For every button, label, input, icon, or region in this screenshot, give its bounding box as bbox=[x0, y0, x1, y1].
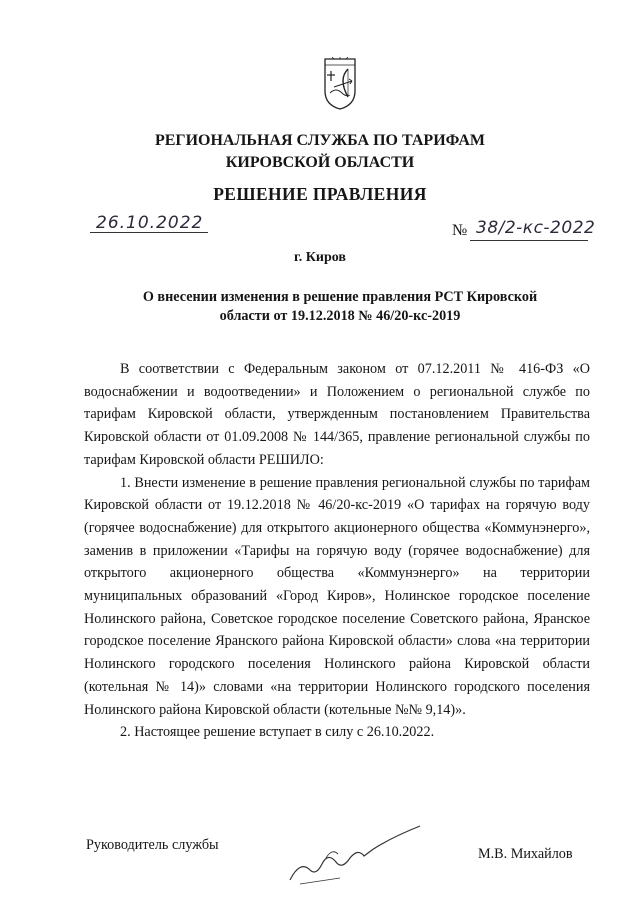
document-type: РЕШЕНИЕ ПРАВЛЕНИЯ bbox=[213, 184, 427, 204]
organization-name bbox=[0, 130, 640, 174]
date-underline bbox=[90, 232, 208, 233]
paragraph-item-2: 2. Настоящее решение вступает в силу с 26.10.2022. bbox=[120, 724, 435, 741]
document-subject: О внесении изменения в решение правления РСТ Кировской области от 19.12.2018 № 46/20-кс-2019 bbox=[142, 289, 538, 324]
org-line-1: РЕГИОНАЛЬНАЯ СЛУЖБА ПО ТАРИФАМ bbox=[154, 132, 486, 149]
org-line-2: КИРОВСКОЙ ОБЛАСТИ bbox=[225, 154, 415, 171]
handwritten-signature-icon bbox=[280, 820, 430, 890]
number-underline bbox=[470, 240, 588, 241]
coat-of-arms-icon bbox=[322, 57, 358, 111]
signatory-name: М.В. Михайлов bbox=[478, 846, 573, 862]
document-body bbox=[84, 358, 590, 744]
document-number: 38/2-кс-2022 bbox=[476, 218, 596, 238]
paragraph-item-1: 1. Внести изменение в решение правления региональной службы по тарифам Кировской области от 19.12.2018 № 46/20-кс-2019 «О тарифах на горячую воду (горячее водоснабжение) для открытого акционерного общества «Коммунэнерго», заменив в приложении «Тарифы на горячую воду (горячее водоснабжение) для открытого акционерного общества «Коммунэнерго» на территории муниципальных образований «Город Киров», Нолинское городское поселение Нолинского района, Советское городское поселение Советского района, Яранское городское поселение Яранского района Кировской области» слова «на территории Нолинского городского поселения Нолинского района Кировской области (котельная № 14)» словами «на территории Нолинского городского поселения Нолинского района Кировской области (котельные №№ 9,14)». bbox=[84, 474, 590, 718]
paragraph-preamble: В соответствии с Федеральным законом от 07.12.2011 № 416-ФЗ «О водоснабжении и водоотведении» и Положением о региональной службе по тарифам Кировской области, утвержденным постановлением Правительства Кировской области от 01.09.2008 № 144/365, правление региональной службы по тарифам Кировской области РЕШИЛО: bbox=[84, 361, 590, 468]
city: г. Киров bbox=[294, 250, 346, 265]
number-sign: № bbox=[452, 222, 468, 239]
signatory-position: Руководитель службы bbox=[86, 837, 219, 853]
document-date: 26.10.2022 bbox=[96, 213, 204, 233]
